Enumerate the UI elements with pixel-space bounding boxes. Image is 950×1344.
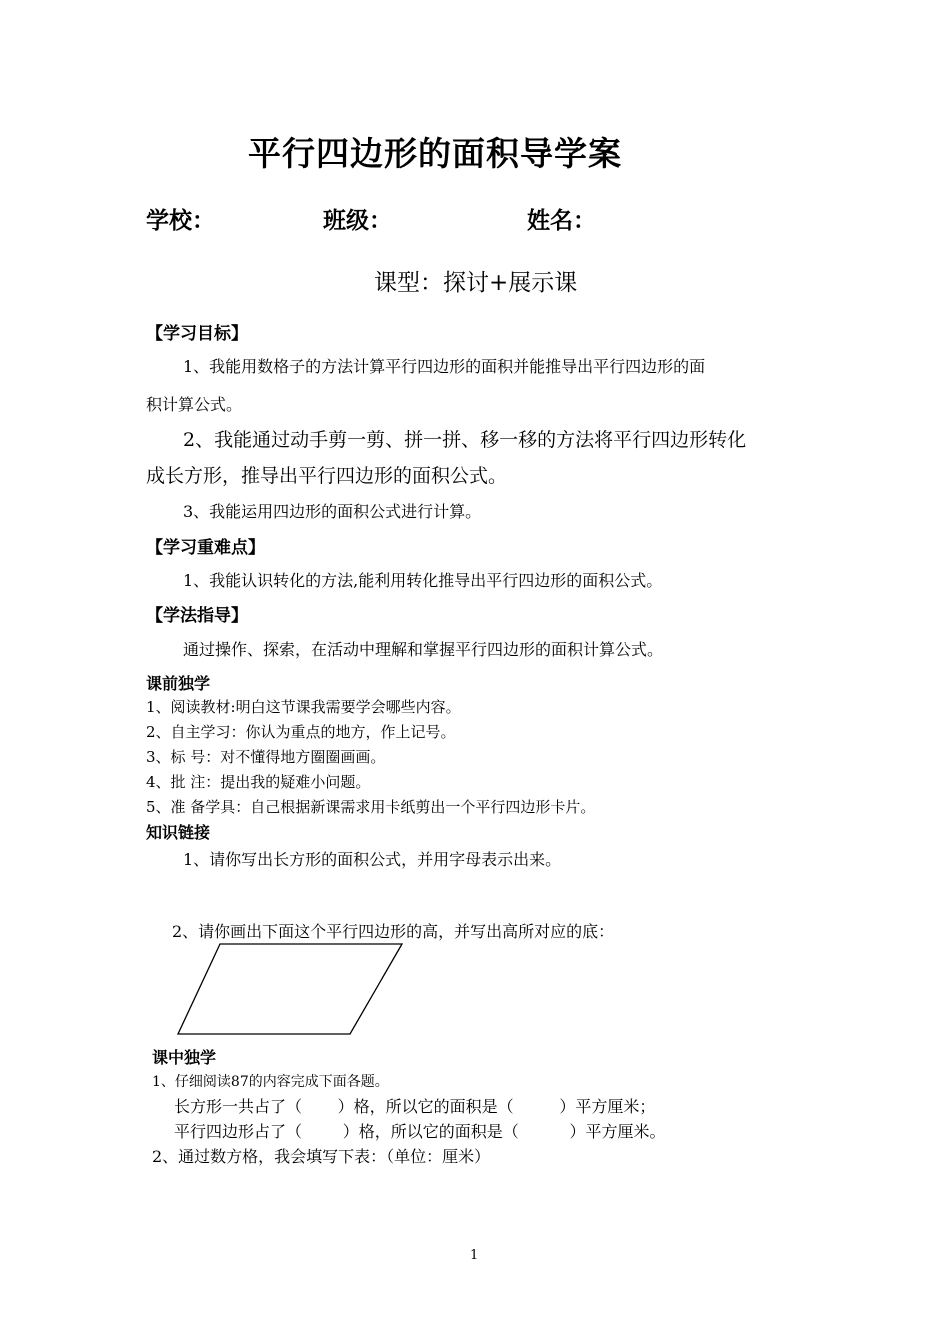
school-label: 学校： (146, 208, 215, 234)
key-point-1: 1、我能认识转化的方法,能利用转化推导出平行四边形的面积公式。 (183, 571, 663, 590)
goal-1-line-1: 1、我能用数格子的方法计算平行四边形的面积并能推导出平行四边形的面 (183, 357, 706, 376)
fill-blank-rectangle: 长方形一共占了（ ）格，所以它的面积是（ ）平方厘米； (174, 1097, 656, 1116)
goal-2-line-2: 成长方形，推导出平行四边形的面积公式。 (146, 465, 508, 487)
parallelogram-figure (170, 936, 410, 1042)
class-label: 班级： (323, 208, 392, 234)
pre-study-item: 1、阅读教材:明白这节课我需要学会哪些内容。 (146, 698, 461, 716)
page-title: 平行四边形的面积导学案 (248, 134, 622, 173)
knowledge-header: 知识链接 (146, 823, 211, 842)
method-text: 通过操作、探索，在活动中理解和掌握平行四边形的面积计算公式。 (183, 640, 664, 659)
pre-study-header: 课前独学 (146, 674, 211, 693)
in-class-item-1: 1、仔细阅读87的内容完成下面各题。 (152, 1074, 389, 1090)
goal-2-line-1: 2、我能通过动手剪一剪、拼一拼、移一移的方法将平行四边形转化 (183, 429, 747, 451)
lesson-type: 课型：探讨+展示课 (374, 270, 578, 296)
in-class-item-2: 2、通过数方格，我会填写下表：（单位：厘米） (152, 1147, 491, 1166)
pre-study-item: 5、准 备学具：自己根据新课需求用卡纸剪出一个平行四边形卡片。 (146, 798, 596, 816)
in-class-header: 课中独学 (152, 1048, 217, 1067)
knowledge-item-2: 2、请你画出下面这个平行四边形的高，并写出高所对应的底： (172, 922, 615, 941)
pre-study-item: 2、自主学习：你认为重点的地方，作上记号。 (146, 723, 456, 741)
pre-study-item: 3、标 号：对不懂得地方圈圈画画。 (146, 748, 386, 766)
method-header: 【学法指导】 (146, 606, 248, 626)
goal-1-line-2: 积计算公式。 (146, 395, 243, 414)
goal-3: 3、我能运用四边形的面积公式进行计算。 (183, 502, 482, 521)
fill-blank-parallelogram: 平行四边形占了（ ）格，所以它的面积是（ ）平方厘米。 (174, 1122, 666, 1141)
goals-header: 【学习目标】 (146, 324, 248, 344)
key-points-header: 【学习重难点】 (146, 538, 265, 558)
knowledge-item-1: 1、请你写出长方形的面积公式，并用字母表示出来。 (183, 850, 562, 869)
page-number: 1 (470, 1248, 479, 1263)
name-label: 姓名： (527, 208, 596, 234)
pre-study-item: 4、批 注：提出我的疑难小问题。 (146, 773, 371, 791)
